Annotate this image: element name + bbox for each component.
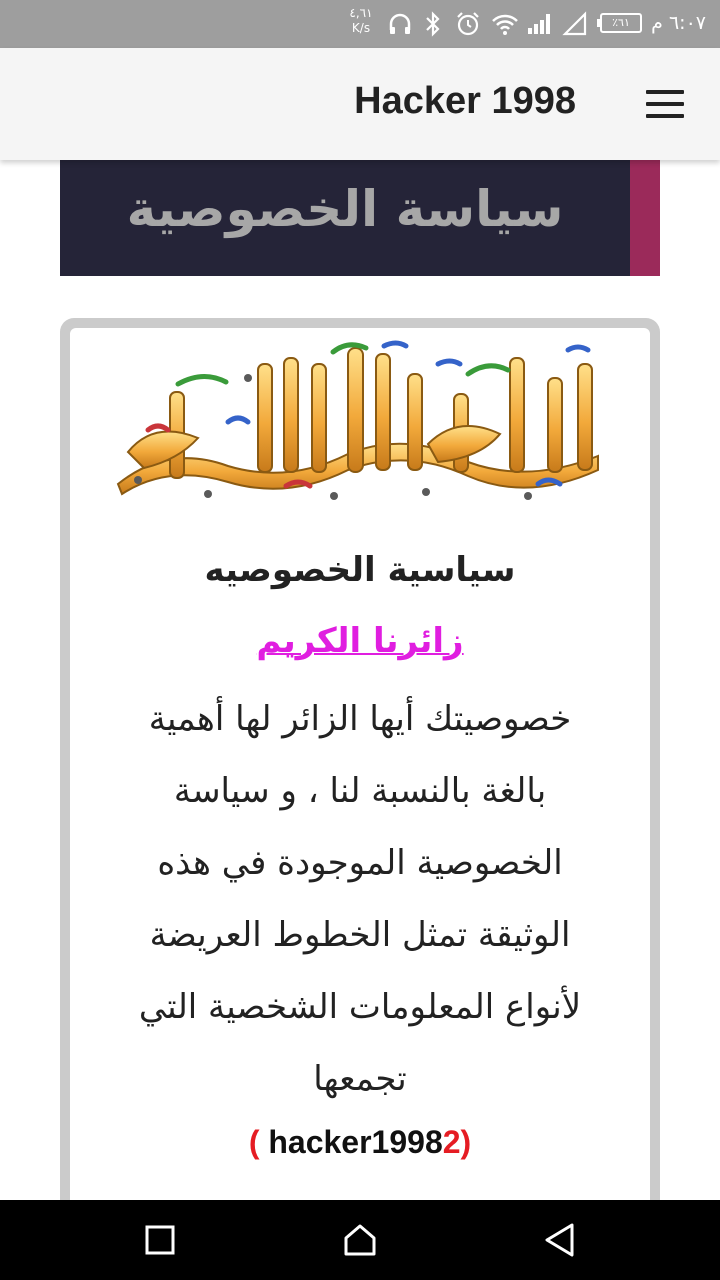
page-title: سياسة الخصوصية — [126, 180, 564, 238]
signature-text: hacker1998 — [268, 1124, 443, 1160]
signature-close-paren: ) — [460, 1124, 472, 1160]
content-card — [60, 318, 660, 1278]
signature-open-paren: ( — [248, 1124, 260, 1160]
battery-icon — [600, 13, 642, 33]
alarm-clock-icon — [454, 10, 482, 38]
network-speed-value: ٤,٦١ — [349, 6, 373, 20]
page-header-banner — [60, 160, 660, 276]
content-card-body — [70, 328, 650, 1268]
app-title: Hacker 1998 — [354, 80, 576, 122]
body-line: خصوصيتك أيها الزائر لها أهمية — [148, 699, 572, 739]
network-speed — [344, 6, 378, 36]
body-line: الوثيقة تمثل الخطوط العريضة — [149, 915, 571, 955]
body-line: تجمعها — [313, 1059, 407, 1099]
bluetooth-icon — [422, 10, 444, 38]
app-bar — [0, 48, 720, 160]
privacy-body-text — [106, 683, 614, 1115]
greeting-link[interactable]: زائرنا الكريم — [256, 621, 464, 661]
body-line: لأنواع المعلومات الشخصية التي — [138, 987, 582, 1027]
signal-bars-icon — [526, 10, 552, 38]
body-line: بالغة بالنسبة لنا ، و سياسة — [173, 771, 547, 811]
wifi-icon — [490, 10, 520, 38]
body-line: الخصوصية الموجودة في هذه — [157, 843, 563, 883]
banner-accent-stripe — [630, 160, 660, 276]
network-speed-unit: K/s — [351, 21, 371, 35]
system-navigation-bar — [0, 1200, 720, 1280]
recents-square-icon[interactable] — [140, 1220, 180, 1260]
site-signature — [70, 1124, 650, 1161]
battery-level: ٪٦١ — [612, 16, 630, 29]
battery-tip — [597, 19, 600, 27]
home-icon[interactable] — [340, 1220, 380, 1260]
status-time: ٦:٠٧ م — [651, 12, 706, 34]
hamburger-menu-icon[interactable] — [646, 90, 684, 118]
no-signal-icon — [562, 10, 588, 38]
signature-number: 2 — [442, 1124, 461, 1160]
status-bar — [0, 0, 720, 48]
basmala-calligraphy-image — [108, 334, 608, 506]
back-triangle-icon[interactable] — [540, 1220, 580, 1260]
headphones-icon — [386, 10, 414, 38]
content-heading: سياسية الخصوصيه — [204, 550, 516, 590]
